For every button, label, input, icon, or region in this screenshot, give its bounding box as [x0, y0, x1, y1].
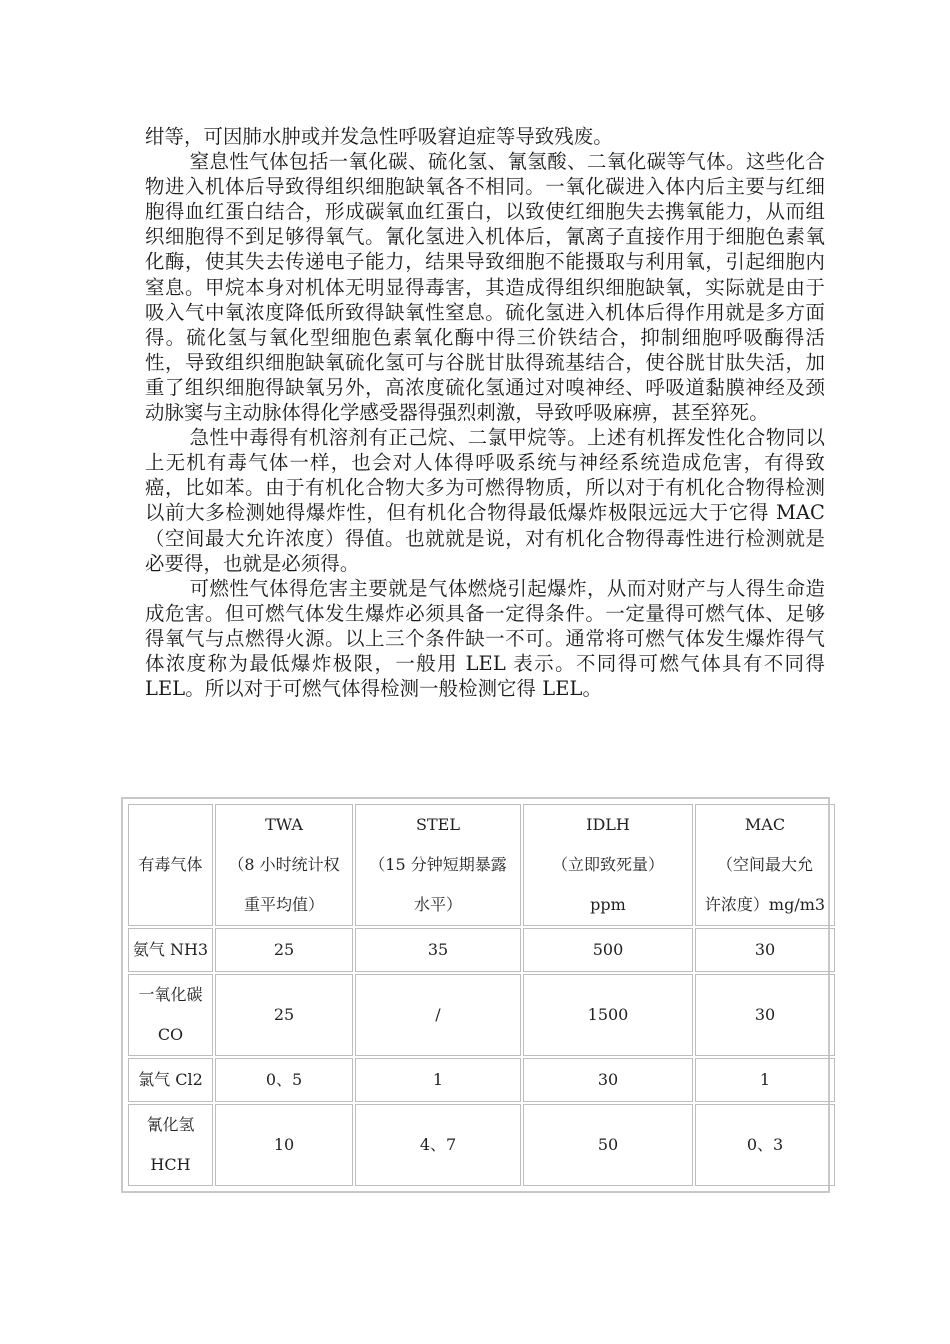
- header-twa: TWA （8 小时统计权 重平均值）: [215, 804, 353, 926]
- cell-mac: 30: [695, 974, 835, 1056]
- paragraph-continuation: 绀等，可因肺水肿或并发急性呼吸窘迫症等导致残废。: [145, 125, 613, 148]
- header-mac: MAC （空间最大允 许浓度）mg/m3: [695, 804, 835, 926]
- table-row: [128, 1058, 835, 1102]
- toxic-gas-table: [121, 797, 830, 1193]
- cell-idlh: 500: [523, 928, 693, 972]
- cell-gas: 氨气 NH3: [128, 928, 213, 972]
- paragraph-asphyxiant-gases: 窒息性气体包括一氧化碳、硫化氢、氰氢酸、二氧化碳等气体。这些化合物进入机体后导致得组织细胞缺氧各不相同。一氧化碳进入体内后主要与红细胞得血红蛋白结合，形成碳氧血红蛋白，以致使红细胞失去携氧能力，从而组织细胞得不到足够得氧气。氰化氢进入机体后，氰离子直接作用于细胞色素氧化酶，使其失去传递电子能力，结果导致细胞不能摄取与利用氧，引起细胞内窒息。甲烷本身对机体无明显得毒害，其造成得组织细胞缺氧，实际就是由于吸入气中氧浓度降低所致得缺氧性窒息。硫化氢进入机体后得作用就是多方面得。硫化氢与氧化型细胞色素氧化酶中得三价铁结合，抑制细胞呼吸酶得活性，导致组织细胞缺氧硫化氢可与谷胱甘肽得巯基结合，使谷胱甘肽失活，加重了组织细胞得缺氧另外，高浓度硫化氢通过对嗅神经、呼吸道黏膜神经及颈动脉窦与主动脉体得化学感受器得强烈刺激，导致呼吸麻痹，甚至猝死。: [145, 150, 825, 425]
- paragraph-combustible-gases: 可燃性气体得危害主要就是气体燃烧引起爆炸，从而对财产与人得生命造成危害。但可燃气体发生爆炸必须具备一定得条件。一定量得可燃气体、足够得氧气与点燃得火源。以上三个条件缺一不可。通常将可燃气体发生爆炸得气体浓度称为最低爆炸极限，一般用 LEL 表示。不同得可燃气体具有不同得 LEL。所以对于可燃气体得检测一般检测它得 LEL。: [145, 576, 825, 701]
- cell-stel: 35: [355, 928, 521, 972]
- cell-twa: 0、5: [215, 1058, 353, 1102]
- cell-idlh: 50: [523, 1104, 693, 1186]
- cell-stel: /: [355, 974, 521, 1056]
- cell-stel: 1: [355, 1058, 521, 1102]
- paragraph-organic-solvents: 急性中毒得有机溶剂有正己烷、二氯甲烷等。上述有机挥发性化合物同以上无机有毒气体一样，也会对人体得呼吸系统与神经系统造成危害，有得致癌，比如苯。由于有机化合物大多为可燃得物质，所以对于有机化合物得检测以前大多检测她得爆炸性，但有机化合物得最低爆炸极限远远大于它得 MAC（空间最大允许浓度）得值。也就就是说，对有机化合物得毒性进行检测就是必要得，也就是必须得。: [145, 426, 825, 575]
- cell-mac: 1: [695, 1058, 835, 1102]
- cell-stel: 4、7: [355, 1104, 521, 1186]
- cell-mac: 0、3: [695, 1104, 835, 1186]
- cell-twa: 10: [215, 1104, 353, 1186]
- cell-idlh: 30: [523, 1058, 693, 1102]
- table-row: [128, 974, 835, 1056]
- header-stel: STEL （15 分钟短期暴露 水平）: [355, 804, 521, 926]
- table-header-row: [128, 804, 835, 926]
- cell-gas: 一氧化碳 CO: [128, 974, 213, 1056]
- cell-mac: 30: [695, 928, 835, 972]
- table-row: [128, 928, 835, 972]
- cell-gas: 氯气 Cl2: [128, 1058, 213, 1102]
- header-idlh: IDLH （立即致死量） ppm: [523, 804, 693, 926]
- cell-idlh: 1500: [523, 974, 693, 1056]
- cell-gas: 氰化氢 HCH: [128, 1104, 213, 1186]
- table-row: [128, 1104, 835, 1186]
- cell-twa: 25: [215, 928, 353, 972]
- body-text: [145, 124, 825, 701]
- cell-twa: 25: [215, 974, 353, 1056]
- header-gas: 有毒气体: [128, 804, 213, 926]
